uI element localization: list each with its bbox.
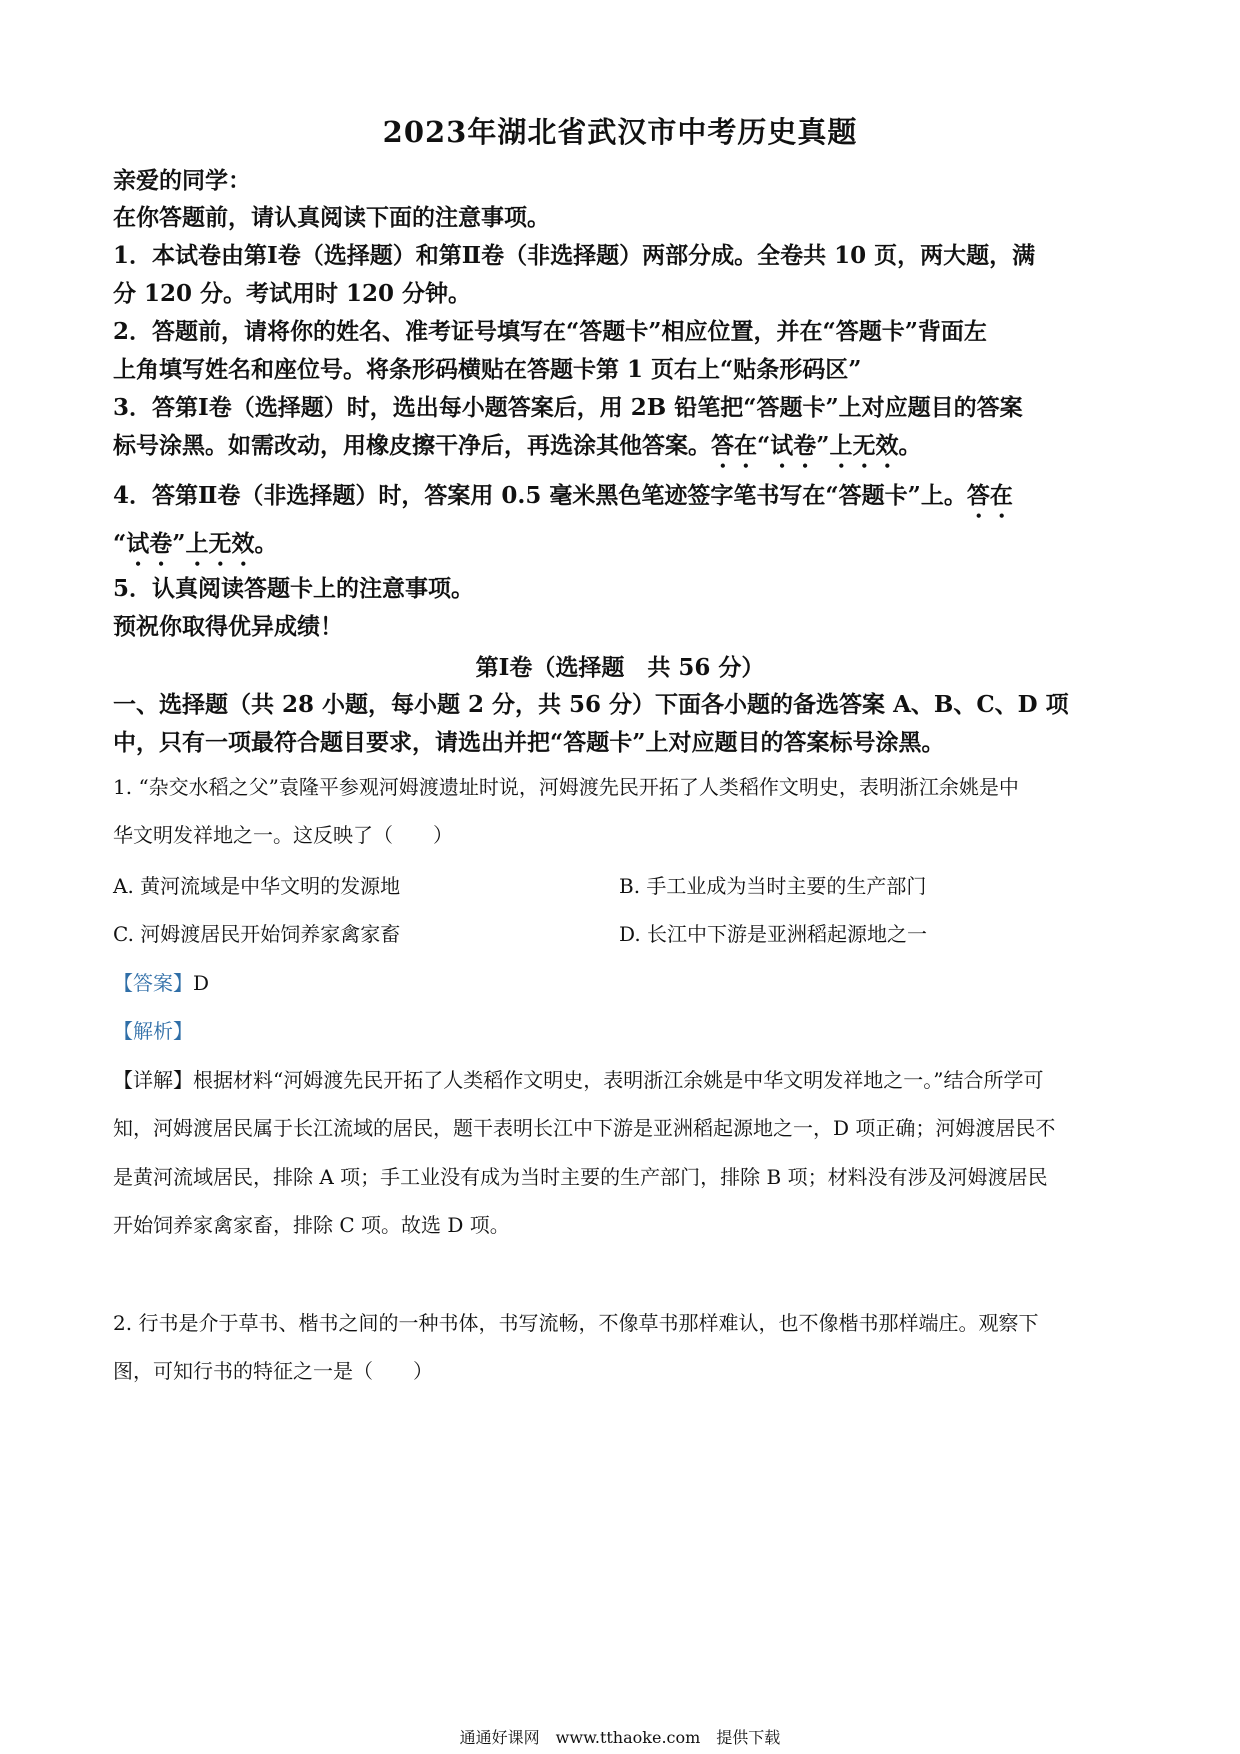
notice-item-3-line-1: 3．答第Ⅰ卷（选择题）时，选出每小题答案后，用 2B 铅笔把“答题卡”上对应题目的答案 — [113, 394, 1023, 421]
section-heading: 第Ⅰ卷（选择题 共 56 分） — [475, 654, 765, 681]
notice-lead: 在你答题前，请认真阅读下面的注意事项。 — [113, 204, 550, 231]
q1-detail-line-2: 知，河姆渡居民属于长江流域的居民，题干表明长江中下游是亚洲稻起源地之一，D 项正确；河姆渡居民不 — [113, 1116, 1056, 1140]
notice-item-5: 5．认真阅读答题卡上的注意事项。 — [113, 575, 475, 602]
answer-value: D — [193, 971, 210, 995]
q2-stem-line-2: 图，可知行书的特征之一是（ ） — [113, 1359, 433, 1383]
notice-item-3-line-2 — [113, 431, 1133, 473]
page-title: 2023年湖北省武汉市中考历史真题 — [382, 115, 858, 149]
q1-answer — [113, 969, 1133, 997]
notice-item-4-line-1 — [113, 481, 1133, 523]
section-instruction-line-1: 一、选择题（共 28 小题，每小题 2 分，共 56 分）下面各小题的备选答案 A、B、C、D 项 — [113, 691, 1069, 718]
section-instruction-line-2: 中，只有一项最符合题目要求，请选出并把“答题卡”上对应题目的答案标号涂黑。 — [113, 729, 945, 756]
notice-item-2-line-2: 上角填写姓名和座位号。将条形码横贴在答题卡第 1 页右上“贴条形码区” — [113, 356, 862, 383]
notice-item-4-line-2: “试卷”上无效。 — [113, 530, 278, 557]
footer-source: 通通好课网 www.tthaoke.com 提供下载 — [459, 1728, 781, 1747]
q1-option-d: D. 长江中下游是亚洲稻起源地之一 — [619, 922, 928, 946]
greeting: 亲爱的同学： — [113, 167, 251, 194]
q1-detail-line-1: 【详解】根据材料“河姆渡先民开拓了人类稻作文明史，表明浙江余姚是中华文明发祥地之一。”结合所学可 — [113, 1068, 1044, 1092]
notice-item-3-emphasis: 答在“试卷”上无效。 — [711, 432, 922, 459]
analysis-tag: 【解析】 — [113, 1019, 193, 1043]
q2-stem-line-1: 2. 行书是介于草书、楷书之间的一种书体，书写流畅，不像草书那样难认，也不像楷书那样端庄。观察下 — [113, 1311, 1039, 1335]
q1-detail-line-4: 开始饲养家禽家畜，排除 C 项。故选 D 项。 — [113, 1213, 510, 1237]
notice-item-4-emphasis-a: 答在 — [966, 482, 1013, 509]
q1-detail-line-3: 是黄河流域居民，排除 A 项；手工业没有成为当时主要的生产部门，排除 B 项；材料没有涉及河姆渡居民 — [113, 1165, 1048, 1189]
wish-text: 预祝你取得优异成绩！ — [113, 613, 343, 640]
q1-stem-line-1: 1. “杂交水稻之父”袁隆平参观河姆渡遗址时说，河姆渡先民开拓了人类稻作文明史，表明浙江余姚是中 — [113, 775, 1019, 799]
notice-item-1-line-1: 1．本试卷由第Ⅰ卷（选择题）和第Ⅱ卷（非选择题）两部分成。全卷共 10 页，两大题，满 — [113, 242, 1036, 269]
q1-option-c: C. 河姆渡居民开始饲养家禽家畜 — [113, 922, 401, 946]
q1-stem-line-2: 华文明发祥地之一。这反映了（ ） — [113, 823, 453, 847]
q1-option-b: B. 手工业成为当时主要的生产部门 — [619, 874, 927, 898]
q1-option-a: A. 黄河流域是中华文明的发源地 — [113, 874, 401, 898]
notice-item-4-text: 4．答第Ⅱ卷（非选择题）时，答案用 0.5 毫米黑色笔迹签字笔书写在“答题卡”上。 — [113, 482, 967, 509]
notice-item-3-text: 标号涂黑。如需改动，用橡皮擦干净后，再选涂其他答案。 — [113, 432, 711, 459]
notice-item-1-line-2: 分 120 分。考试用时 120 分钟。 — [113, 280, 472, 307]
answer-tag: 【答案】 — [113, 971, 193, 995]
notice-item-2-line-1: 2．答题前，请将你的姓名、准考证号填写在“答题卡”相应位置，并在“答题卡”背面左 — [113, 318, 987, 345]
